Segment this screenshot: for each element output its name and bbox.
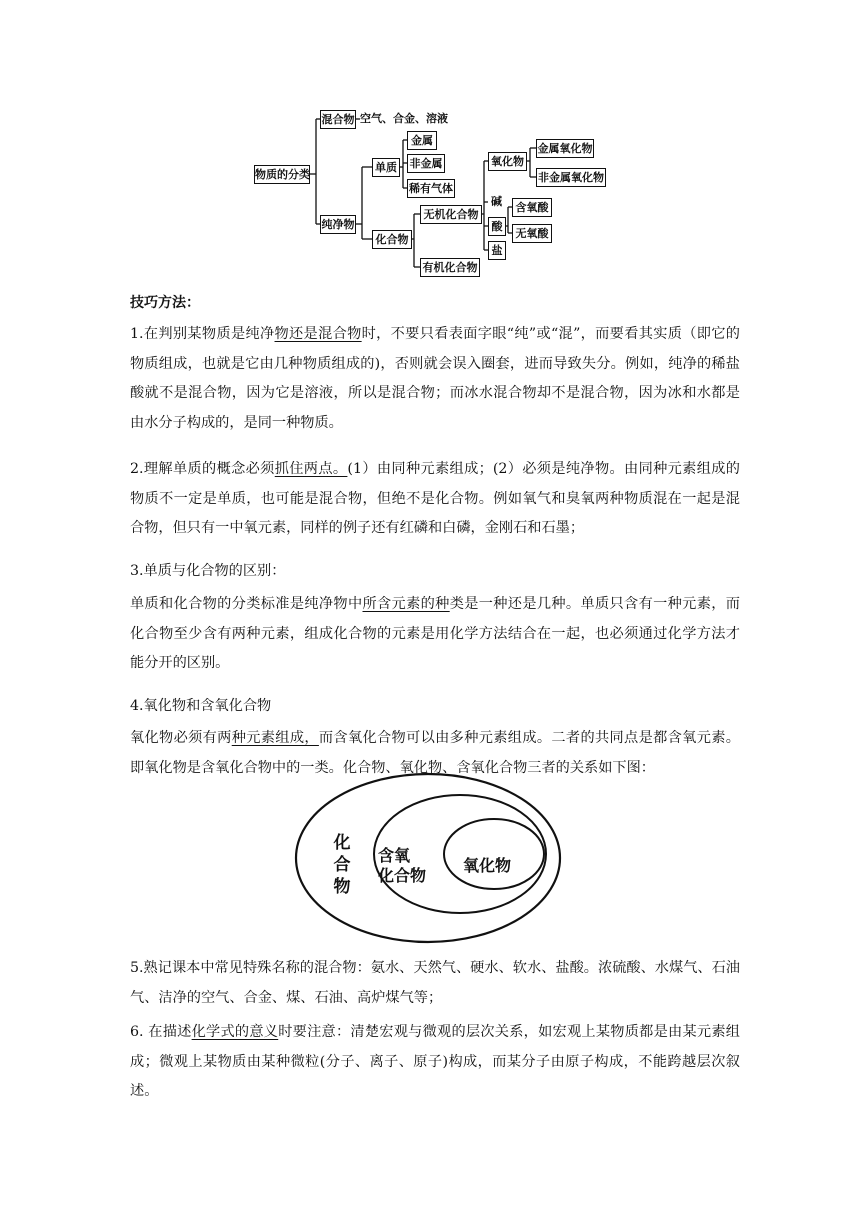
p4-underlined: 种元素组成， <box>231 730 319 746</box>
paragraph-1 <box>130 320 740 438</box>
tree-node-mixture: 混合物 <box>320 110 356 129</box>
tree-node-salt: 盐 <box>488 241 506 260</box>
tree-node-base: 碱 <box>491 195 502 208</box>
tree-node-oxide: 氧化物 <box>488 152 527 171</box>
p4-text-b: 而含氧化合物可以由多种元素组成。二者的共同点是都含氧元素。即氧化物是含氧化合物中的一类。化合物、氧化物、含氧化合物三者的关系如下图： <box>130 730 740 776</box>
classification-tree <box>250 100 630 285</box>
tree-node-element: 单质 <box>372 158 400 177</box>
tree-node-compound: 化合物 <box>372 230 412 249</box>
tree-node-nonmetal-oxide: 非金属氧化物 <box>536 168 606 187</box>
compound-relation-diagram <box>292 772 564 948</box>
p2-text-b: (1）由同种元素组成；(2）必须是纯净物。由同种元素组成的物质不一定是单质，也可能是混合物，但绝不是化合物。例如氧气和臭氧两种物质混在一起是混合物，但只有一中氧元素，同样的例子还有红磷和白磷，金刚石和石墨； <box>130 461 740 537</box>
p5-text: 5.熟记课本中常见特殊名称的混合物：氨水、天然气、硬水、软水、盐酸。浓硫酸、水煤气、石油气、洁净的空气、合金、煤、石油、高炉煤气等； <box>130 960 740 1006</box>
middle-ellipse-label-2: 化合物 <box>378 866 427 885</box>
tree-node-nonmetal: 非金属 <box>407 154 445 173</box>
p2-underlined: 抓住两点。 <box>274 461 348 477</box>
p6-text-a: 6. 在描述 <box>130 1024 192 1040</box>
tree-node-acid: 酸 <box>488 217 506 236</box>
p4-title-text: 4.氧化物和含氧化合物 <box>130 698 272 714</box>
p1-text-b: 时，不要只看表面字眼“纯”或“混”，而要看其实质（即它的物质组成，也就是它由几种物质组成的)，否则就会误入圈套，进而导致失分。例如，纯净的稀盐酸就不是混合物，因为它是溶液，所以是混合物；而冰水混合物却不是混合物，因为冰和水都是由水分子构成的，是同一种物质。 <box>130 326 740 431</box>
tree-node-organic: 有机化合物 <box>420 258 480 277</box>
p4-text-a: 氧化物必须有两 <box>130 730 232 746</box>
tree-node-noble-gas: 稀有气体 <box>407 179 455 198</box>
middle-ellipse-label-1: 含氧 <box>378 846 411 865</box>
tree-node-metal: 金属 <box>407 131 437 150</box>
p6-text-b: 时要注意：清楚宏观与微观的层次关系，如宏观上某物质都是由某元素组成；微观上某物质由某种微粒(分子、离子、原子)构成，而某分子由原子构成，不能跨越层次叙述。 <box>130 1024 740 1100</box>
paragraph-3 <box>130 590 740 679</box>
outer-ellipse-label: 化合物 <box>333 833 351 897</box>
tree-node-inorganic: 无机化合物 <box>420 205 482 224</box>
p3-title-text: 3.单质与化合物的区别： <box>130 563 286 579</box>
tree-node-oxyacid: 含氧酸 <box>512 198 552 217</box>
p6-underlined: 化学式的意义 <box>191 1024 279 1040</box>
p3-text-a: 单质和化合物的分类标准是纯净物中 <box>130 596 363 612</box>
tree-node-anoxyacid: 无氧酸 <box>512 224 552 243</box>
paragraph-2 <box>130 455 740 544</box>
tree-node-pure: 纯净物 <box>320 215 356 234</box>
tree-node-mixture-examples: 空气、合金、溶液 <box>360 112 448 125</box>
p2-text-a: 2.理解单质的概念必须 <box>130 461 275 477</box>
inner-ellipse-label: 氧化物 <box>463 856 512 875</box>
p1-text-a: 1.在判别某物质是纯净 <box>130 326 275 342</box>
section-heading: 技巧方法： <box>130 295 200 311</box>
p1-underlined: 物还是混合物 <box>274 326 362 342</box>
paragraph-3-title <box>130 557 740 587</box>
p3-text-b: 类是一种还是几种。单质只含有一种元素，而化合物至少含有两种元素，组成化合物的元素是用化学方法结合在一起，也必须通过化学方法才能分开的区别。 <box>130 596 740 672</box>
paragraph-6 <box>130 1018 740 1107</box>
p3-underlined: 所含元素的种 <box>362 596 450 612</box>
paragraph-4-title <box>130 692 740 722</box>
tree-node-root: 物质的分类 <box>254 165 310 184</box>
tree-node-metal-oxide: 金属氧化物 <box>536 139 594 158</box>
paragraph-5 <box>130 954 740 1013</box>
